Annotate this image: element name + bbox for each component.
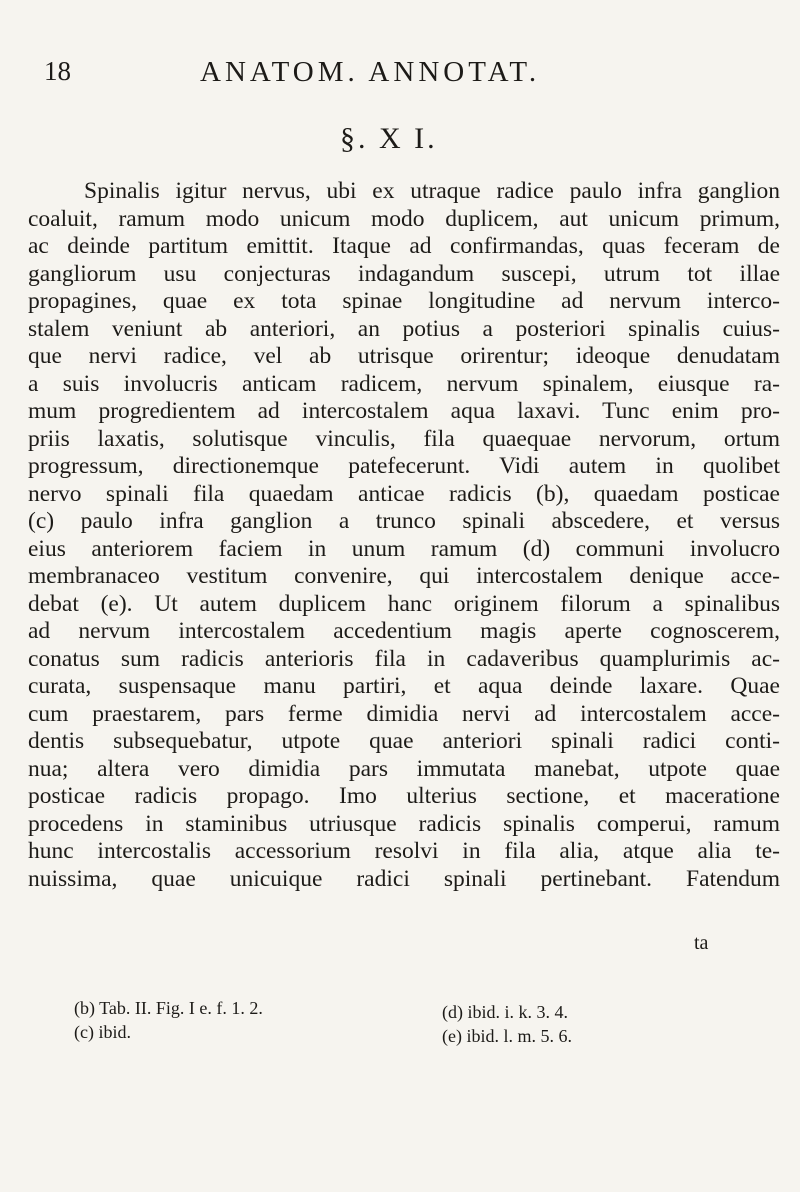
text-line: membranaceo vestitum convenire, qui intercostalem denique acce- [28, 563, 780, 589]
text-line: a suis involucris anticam radicem, nervum spinalem, eiusque ra- [28, 370, 780, 397]
text-line: debat (e). Ut autem duplicem hanc originem filorum a spinalibus [28, 590, 780, 617]
catchword: ta [694, 932, 709, 954]
section-heading: §. X I. [340, 122, 438, 155]
text-line: gangliorum usu conjecturas indagandum suscepi, utrum tot illae [28, 260, 780, 287]
text-line: propagines, quae ex tota spinae longitudine ad nervum interco- [28, 288, 780, 314]
text-line: Spinalis igitur nervus, ubi ex utraque radice paulo infra ganglion [84, 178, 780, 204]
footnote-d: (d) ibid. i. k. 3. 4. [442, 1002, 568, 1022]
footnote-c: (c) ibid. [74, 1022, 131, 1042]
text-line: posticae radicis propago. Imo ulterius sectione, et maceratione [28, 783, 780, 809]
text-line: que nervi radice, vel ab utrisque orirentur; ideoque denudatam [28, 343, 780, 369]
text-line: dentis subsequebatur, utpote quae anteriori spinali radici conti- [28, 728, 780, 754]
text-line: progressum, directionemque patefecerunt. Vidi autem in quolibet [28, 453, 780, 479]
text-line: curata, suspensaque manu partiri, et aqua deinde laxare. Quae [28, 673, 780, 699]
text-line: conatus sum radicis anterioris fila in cadaveribus quamplurimis ac- [28, 645, 780, 672]
text-line: nuissima, quae unicuique radici spinali pertinebant. Fatendum [28, 865, 780, 892]
page-header [0, 52, 800, 92]
text-line: hunc intercostalis accessorium resolvi in fila alia, atque alia te- [28, 838, 780, 864]
text-line: nua; altera vero dimidia pars immutata manebat, utpote quae [28, 755, 780, 782]
text-line: mum progredientem ad intercostalem aqua laxavi. Tunc enim pro- [28, 398, 780, 424]
text-line: ad nervum intercostalem accedentium magis aperte cognoscerem, [28, 618, 780, 644]
text-line: procedens in staminibus utriusque radicis spinalis comperui, ramum [28, 810, 780, 837]
page-number: 18 [44, 56, 71, 86]
footnote-e: (e) ibid. l. m. 5. 6. [442, 1026, 572, 1046]
running-head: ANATOM. ANNOTAT. [200, 56, 541, 88]
text-line: (c) paulo infra ganglion a trunco spinali abscedere, et versus [28, 508, 780, 534]
text-line: stalem veniunt ab anteriori, an potius a posteriori spinalis cuius- [28, 315, 780, 342]
text-line: ac deinde partitum emittit. Itaque ad confirmandas, quas feceram de [28, 233, 780, 259]
text-line: cum praestarem, pars ferme dimidia nervi ad intercostalem acce- [28, 700, 780, 727]
footnote-b: (b) Tab. II. Fig. I e. f. 1. 2. [74, 998, 263, 1018]
text-line: eius anteriorem faciem in unum ramum (d) communi involucro [28, 535, 780, 562]
text-line: nervo spinali fila quaedam anticae radicis (b), quaedam posticae [28, 480, 780, 507]
body-text [28, 178, 780, 893]
text-line: priis laxatis, solutisque vinculis, fila quaequae nervorum, ortum [28, 425, 780, 452]
text-line: coaluit, ramum modo unicum modo duplicem, aut unicum primum, [28, 205, 780, 232]
